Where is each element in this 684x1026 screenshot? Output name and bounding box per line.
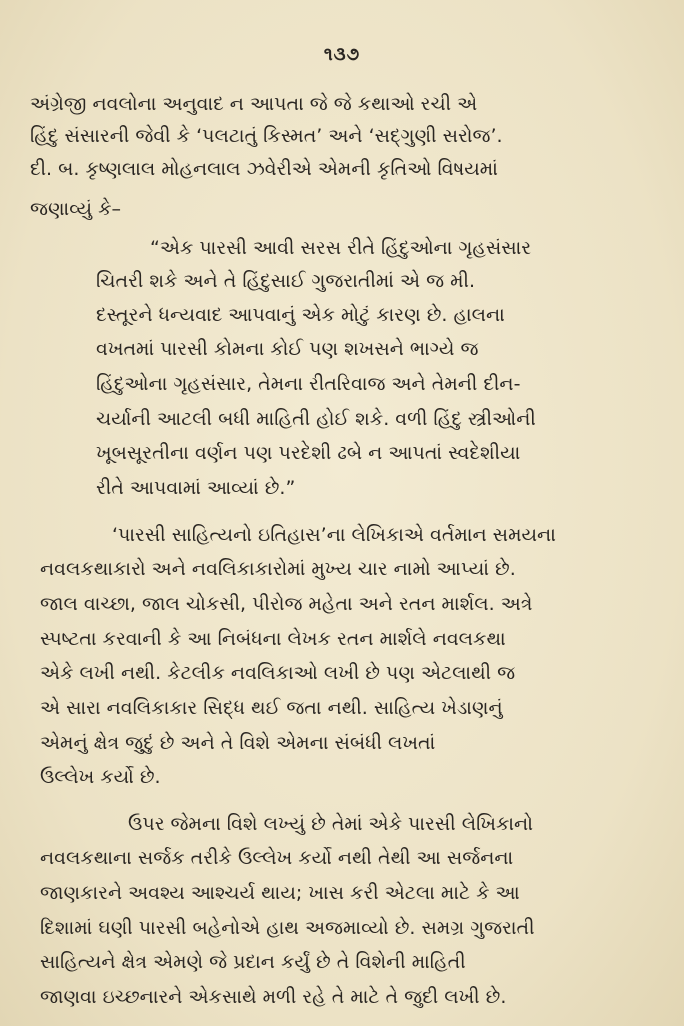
text-line: જાણકારને અવશ્ય આશ્ચર્ય થાય; ખાસ કરી એટલા માટે કે આ: [40, 882, 520, 904]
text-line: એકે લખી નથી. કેટલીક નવલિકાઓ લખી છે પણ એટલાથી જ: [40, 662, 516, 684]
text-line: નવલકથાકારો અને નવલિકાકારોમાં મુખ્ય ચાર નામો આપ્યાં છે.: [40, 558, 516, 580]
text-line: જાલ વાચ્છા, જાલ ચોકસી, પીરોજ મહેતા અને રતન માર્શલ. અત્રે: [40, 593, 533, 615]
text-line: દિશામાં ઘણી પારસી બહેનોએ હાથ અજમાવ્યો છે. સમગ્ર ગુજરાતી: [40, 917, 535, 939]
text-line: સ્પષ્ટતા કરવાની કે આ નિબંધના લેખક રતન માર્શલે નવલકથા: [40, 628, 506, 650]
text-line: ઉલ્લેખ કર્યો છે.: [40, 766, 161, 788]
text-line: નવલકથાના સર્જક તરીકે ઉલ્લેખ કર્યો નથી તેથી આ સર્જનના: [40, 847, 514, 869]
quote-line: ચર્યાની આટલી બધી માહિતી હોઈ શકે. વળી હિંદુ સ્ત્રીઓની: [96, 408, 536, 430]
quote-line: દસ્તૂરને ધન્યવાદ આપવાનું એક મોટું કારણ છે. હાલના: [96, 304, 505, 326]
page-number: ૧૩૭: [323, 44, 361, 65]
quote-line: હિંદુઓના ગૃહસંસાર, તેમના રીતરિવાજ અને તેમની દીન-: [96, 373, 521, 395]
text-line: એમનું ક્ષેત્ર જુદું છે અને તે વિશે એમના સંબંધી લખતાં: [40, 732, 436, 754]
quote-line: રીતે આપવામાં આવ્યાં છે.”: [96, 477, 296, 499]
quote-line: વખતમાં પારસી કોમના કોઈ પણ શખસને ભાગ્યે જ: [96, 338, 479, 360]
text-line: અંગ્રેજી નવલોના અનુવાદ ન આપતા જે જે કથાઓ રચી એ: [30, 93, 478, 115]
text-line: જણાવ્યું કે–: [30, 198, 122, 220]
text-line: સાહિત્યને ક્ષેત્ર એમણે જે પ્રદાન કર્યું છે તે વિશેની માહિતી: [40, 951, 466, 973]
quote-line: ચિતરી શકે અને તે હિંદુસાઈ ગુજરાતીમાં એ જ મી.: [96, 270, 475, 292]
text-line: ઉપર જેમના વિશે લખ્યું છે તેમાં એકે પારસી લેખિકાનો: [128, 813, 533, 835]
text-line: ‘પારસી સાહિત્યનો ઇતિહાસ’ના લેખિકાએ વર્તમાન સમયના: [112, 524, 556, 546]
text-line: એ સારા નવલિકાકાર સિદ્ધ થઈ જતા નથી. સાહિત્ય ખેડાણનું: [40, 697, 503, 719]
quote-line: “એક પારસી આવી સરસ રીતે હિંદુઓના ગૃહસંસાર: [150, 237, 532, 259]
quote-line: ખૂબસૂરતીના વર્ણન પણ પરદેશી ઢબે ન આપતાં સ્વદેશીયા: [96, 442, 521, 464]
text-line: દી. બ. કૃષ્ણલાલ મોહનલાલ ઝવેરીએ એમની કૃતિઓ વિષયમાં: [30, 158, 498, 180]
text-line: હિંદુ સંસારની જેવી કે ‘પલટાતું કિસ્મત’ અને ‘સદ્‌ગુણી સરોજ’.: [30, 125, 503, 147]
text-line: જાણવા ઇચ્છનારને એકસાથે મળી રહે તે માટે તે જુદી લખી છે.: [40, 986, 507, 1008]
